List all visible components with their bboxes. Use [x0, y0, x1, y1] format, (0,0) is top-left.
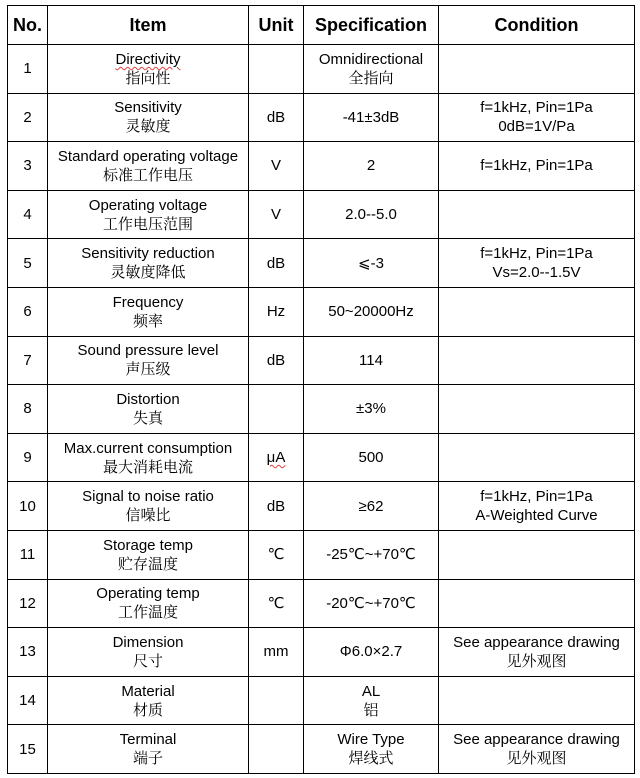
- header-no: No.: [8, 6, 48, 45]
- cell-item: [48, 142, 249, 191]
- cell-no: [8, 433, 48, 482]
- cell-item: [48, 190, 249, 239]
- cell-unit: [249, 579, 304, 628]
- cell-item-text: Terminal: [119, 731, 177, 749]
- cell-no: [8, 45, 48, 94]
- cell-item-text: 材质: [132, 701, 163, 719]
- cell-item-text: Signal to noise ratio: [82, 488, 214, 506]
- table-row: [8, 482, 635, 531]
- cell-unit: [249, 676, 304, 725]
- cell-item-text: Sensitivity: [114, 99, 182, 117]
- cell-unit: [249, 725, 304, 774]
- cell-specification-text: Omnidirectional: [318, 50, 424, 68]
- cell-unit: [249, 93, 304, 142]
- cell-condition-text: Vs=2.0--1.5V: [492, 264, 581, 282]
- cell-specification: [304, 579, 439, 628]
- cell-unit-text: μA: [266, 449, 286, 467]
- cell-condition-text: See appearance drawing: [453, 731, 620, 749]
- cell-no-text: 11: [19, 546, 36, 564]
- cell-item-text: 失真: [132, 409, 163, 427]
- cell-specification-text: 2.0--5.0: [345, 206, 397, 224]
- cell-no-text: 10: [19, 497, 36, 515]
- cell-item-text: 灵敏度降低: [110, 264, 186, 282]
- cell-specification-text: 全指向: [348, 69, 394, 87]
- cell-condition-text: A-Weighted Curve: [475, 507, 598, 525]
- cell-specification: [304, 287, 439, 336]
- cell-condition: [439, 287, 635, 336]
- cell-no-text: 12: [19, 594, 36, 612]
- cell-item-text: Max.current consumption: [63, 439, 233, 457]
- cell-specification: [304, 190, 439, 239]
- cell-item-text: 标准工作电压: [102, 166, 193, 184]
- cell-no-text: 2: [23, 108, 32, 126]
- cell-unit-text: dB: [266, 351, 286, 369]
- cell-item-text: Storage temp: [102, 536, 194, 554]
- cell-no-text: 1: [23, 60, 32, 78]
- cell-unit-text: V: [270, 206, 281, 224]
- cell-condition-text: f=1kHz, Pin=1Pa: [480, 157, 593, 175]
- cell-unit: [249, 190, 304, 239]
- cell-item-text: Standard operating voltage: [57, 147, 239, 165]
- cell-specification: [304, 142, 439, 191]
- cell-item: [48, 336, 249, 385]
- cell-unit: [249, 433, 304, 482]
- cell-no-text: 3: [23, 157, 32, 175]
- cell-specification: [304, 239, 439, 288]
- header-specification: Specification: [304, 6, 439, 45]
- cell-no-text: 9: [23, 449, 32, 467]
- cell-specification-text: ≥62: [358, 497, 384, 515]
- table-row: [8, 676, 635, 725]
- cell-no: [8, 482, 48, 531]
- table-row: [8, 385, 635, 434]
- cell-item: [48, 93, 249, 142]
- cell-specification-text: ±3%: [356, 400, 386, 418]
- cell-no: [8, 628, 48, 677]
- cell-item-text: Operating voltage: [88, 196, 208, 214]
- cell-item: [48, 287, 249, 336]
- cell-condition: [439, 530, 635, 579]
- cell-unit: [249, 45, 304, 94]
- cell-condition-text: f=1kHz, Pin=1Pa: [480, 99, 593, 117]
- cell-condition: [439, 239, 635, 288]
- cell-item-text: 最大消耗电流: [102, 458, 193, 476]
- cell-item-text: Directivity: [115, 50, 181, 68]
- cell-specification-text: 焊线式: [348, 750, 394, 768]
- cell-unit: [249, 385, 304, 434]
- table-row: [8, 530, 635, 579]
- cell-condition: [439, 190, 635, 239]
- cell-item-text: Material: [121, 682, 175, 700]
- cell-specification: [304, 676, 439, 725]
- cell-no: [8, 385, 48, 434]
- cell-specification: [304, 628, 439, 677]
- cell-unit: [249, 142, 304, 191]
- table-row: [8, 142, 635, 191]
- cell-no: [8, 287, 48, 336]
- cell-specification: [304, 725, 439, 774]
- cell-unit: [249, 287, 304, 336]
- cell-item-text: Dimension: [112, 633, 184, 651]
- cell-condition-text: 见外观图: [506, 750, 567, 768]
- cell-item-text: 工作电压范围: [102, 215, 193, 233]
- cell-no-text: 14: [19, 692, 36, 710]
- table-row: [8, 45, 635, 94]
- cell-specification-text: Wire Type: [337, 731, 405, 749]
- cell-condition: [439, 45, 635, 94]
- cell-unit-text: V: [270, 157, 281, 175]
- cell-specification: [304, 93, 439, 142]
- cell-unit-text: dB: [266, 497, 286, 515]
- cell-no-text: 13: [19, 643, 36, 661]
- table-row: [8, 239, 635, 288]
- cell-item: [48, 628, 249, 677]
- cell-specification-text: -41±3dB: [342, 108, 400, 126]
- cell-unit: [249, 239, 304, 288]
- header-item: Item: [48, 6, 249, 45]
- cell-no: [8, 93, 48, 142]
- cell-specification-text: -20℃~+70℃: [326, 594, 416, 612]
- cell-specification: [304, 336, 439, 385]
- cell-no: [8, 725, 48, 774]
- cell-condition: [439, 93, 635, 142]
- cell-item-text: 贮存温度: [117, 555, 178, 573]
- cell-unit: [249, 530, 304, 579]
- table-row: [8, 579, 635, 628]
- cell-unit: [249, 482, 304, 531]
- cell-condition: [439, 676, 635, 725]
- cell-item-text: 端子: [132, 750, 163, 768]
- table-row: [8, 628, 635, 677]
- table-row: [8, 433, 635, 482]
- cell-no-text: 6: [23, 303, 32, 321]
- cell-condition: [439, 336, 635, 385]
- cell-item: [48, 482, 249, 531]
- cell-condition-text: 见外观图: [506, 652, 567, 670]
- table-row: [8, 336, 635, 385]
- cell-no: [8, 142, 48, 191]
- cell-item: [48, 433, 249, 482]
- cell-specification-text: Φ6.0×2.7: [339, 643, 403, 661]
- cell-unit-text: dB: [266, 254, 286, 272]
- cell-unit-text: dB: [266, 108, 286, 126]
- cell-item-text: 信噪比: [125, 507, 171, 525]
- cell-condition: [439, 482, 635, 531]
- cell-item-text: 频率: [132, 312, 163, 330]
- cell-unit-text: mm: [263, 643, 289, 661]
- cell-specification-text: ⩽-3: [358, 254, 384, 272]
- cell-no: [8, 676, 48, 725]
- table-row: [8, 725, 635, 774]
- cell-specification-text: 500: [358, 449, 384, 467]
- cell-item-text: Sensitivity reduction: [81, 245, 215, 263]
- cell-item-text: Operating temp: [96, 585, 200, 603]
- cell-item: [48, 725, 249, 774]
- cell-specification-text: AL: [361, 682, 381, 700]
- cell-no: [8, 530, 48, 579]
- cell-condition: [439, 385, 635, 434]
- cell-item: [48, 676, 249, 725]
- cell-condition-text: See appearance drawing: [453, 633, 620, 651]
- cell-item: [48, 239, 249, 288]
- cell-specification-text: 50~20000Hz: [328, 303, 414, 321]
- cell-specification: [304, 530, 439, 579]
- cell-specification-text: 铝: [363, 701, 379, 719]
- cell-item: [48, 530, 249, 579]
- cell-unit-text: ℃: [267, 594, 285, 612]
- cell-condition: [439, 433, 635, 482]
- cell-condition: [439, 142, 635, 191]
- cell-unit-text: ℃: [267, 546, 285, 564]
- table-row: [8, 287, 635, 336]
- cell-no: [8, 579, 48, 628]
- cell-condition-text: f=1kHz, Pin=1Pa: [480, 245, 593, 263]
- cell-unit-text: Hz: [266, 303, 286, 321]
- cell-condition: [439, 579, 635, 628]
- cell-condition: [439, 628, 635, 677]
- cell-item: [48, 385, 249, 434]
- cell-specification: [304, 45, 439, 94]
- cell-item: [48, 45, 249, 94]
- cell-item-text: 尺寸: [132, 652, 163, 670]
- cell-no-text: 15: [19, 740, 36, 758]
- table-row: [8, 190, 635, 239]
- cell-item-text: Frequency: [112, 293, 184, 311]
- cell-no-text: 8: [23, 400, 32, 418]
- cell-specification: [304, 482, 439, 531]
- cell-condition: [439, 725, 635, 774]
- cell-no-text: 5: [23, 254, 32, 272]
- header-condition: Condition: [439, 6, 635, 45]
- specification-table: [7, 5, 635, 774]
- cell-specification-text: 114: [359, 351, 383, 369]
- table-row: [8, 93, 635, 142]
- cell-condition-text: f=1kHz, Pin=1Pa: [480, 488, 593, 506]
- cell-specification-text: 2: [366, 157, 376, 175]
- cell-unit: [249, 336, 304, 385]
- header-unit: Unit: [249, 6, 304, 45]
- cell-no-text: 7: [23, 351, 32, 369]
- cell-unit: [249, 628, 304, 677]
- header-row: [8, 6, 635, 45]
- cell-item-text: 指向性: [125, 69, 171, 87]
- cell-specification: [304, 385, 439, 434]
- cell-item-text: Distortion: [116, 390, 180, 408]
- cell-specification: [304, 433, 439, 482]
- cell-item-text: 灵敏度: [125, 118, 171, 136]
- cell-item-text: Sound pressure level: [77, 342, 219, 360]
- cell-item-text: 工作温度: [117, 604, 178, 622]
- cell-no: [8, 336, 48, 385]
- cell-item: [48, 579, 249, 628]
- cell-item-text: 声压级: [125, 361, 171, 379]
- cell-condition-text: 0dB=1V/Pa: [498, 118, 575, 136]
- cell-specification-text: -25℃~+70℃: [326, 546, 416, 564]
- cell-no-text: 4: [23, 206, 32, 224]
- cell-no: [8, 239, 48, 288]
- cell-no: [8, 190, 48, 239]
